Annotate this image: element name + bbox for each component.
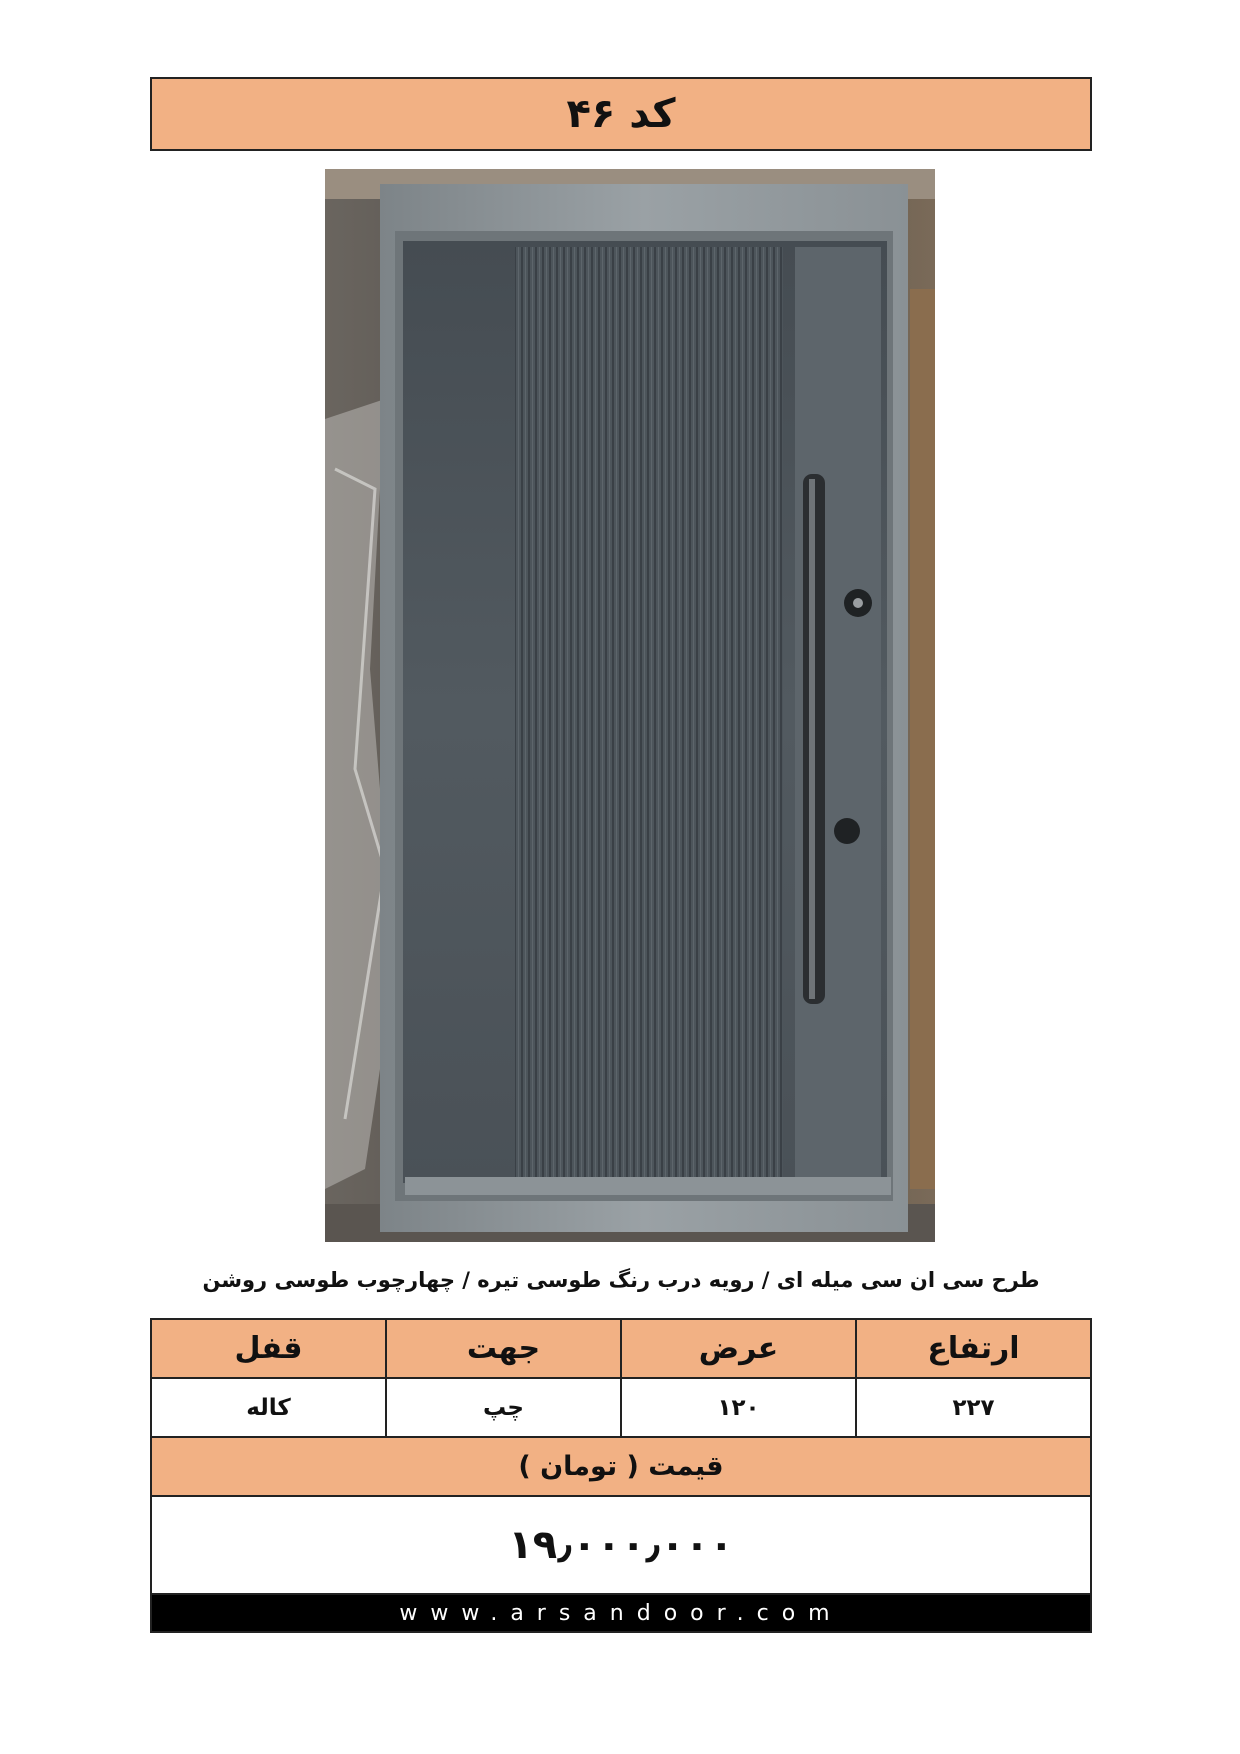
value-width: ۱۲۰ — [621, 1378, 856, 1437]
price-header-row — [151, 1437, 1091, 1496]
website-link[interactable]: www.arsandoor.com — [151, 1594, 1091, 1632]
value-height: ۲۲۷ — [856, 1378, 1091, 1437]
price-value: ۱۹٫۰۰۰٫۰۰۰ — [151, 1496, 1091, 1594]
value-lock: کاله — [151, 1378, 386, 1437]
header-width: عرض — [621, 1319, 856, 1378]
value-direction: چپ — [386, 1378, 621, 1437]
title-box — [150, 77, 1092, 151]
product-description: طرح سی ان سی میله ای / رویه درب رنگ طوسی تیره / چهارچوب طوسی روشن — [202, 1268, 1040, 1292]
product-code-title: کد ۴۶ — [566, 91, 676, 137]
spec-value-row — [151, 1378, 1091, 1437]
price-label: قیمت ( تومان ) — [151, 1437, 1091, 1496]
header-direction: جهت — [386, 1319, 621, 1378]
spec-table — [150, 1318, 1092, 1633]
footer-row — [151, 1594, 1091, 1632]
spec-header-row — [151, 1319, 1091, 1378]
header-height: ارتفاع — [856, 1319, 1091, 1378]
door-photo — [325, 169, 935, 1242]
header-lock: قفل — [151, 1319, 386, 1378]
price-value-row — [151, 1496, 1091, 1594]
